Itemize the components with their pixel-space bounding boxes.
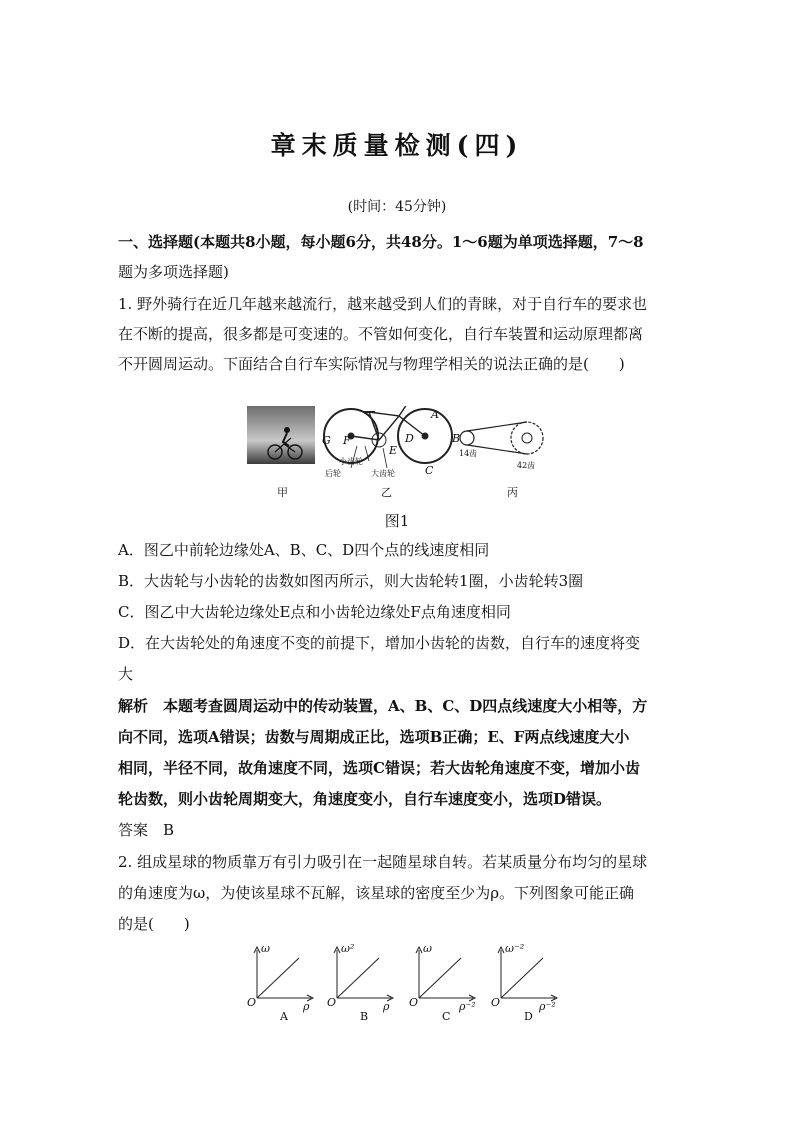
q1-line-1: 1. 野外骑行在近几年越来越流行，越来越受到人们的青睐，对于自行车的要求也 (118, 295, 648, 313)
sub-caption-yi: 乙 (381, 486, 392, 499)
analysis-line-4: 轮齿数，则小齿轮周期变大，角速度变小，自行车速度变小，选项D错误。 (118, 790, 612, 808)
graph-b-label: B (360, 1010, 369, 1023)
point-F: F (343, 434, 351, 447)
point-E: E (389, 444, 398, 457)
analysis-line-3: 相同，半径不同，故角速度不同，选项C错误；若大齿轮角速度不变，增加小齿 (118, 759, 640, 777)
section-heading-cont: 题为多项选择题) (118, 263, 229, 281)
option-b: B．大齿轮与小齿轮的齿数如图丙所示，则大齿轮转1圈，小齿轮转3圈 (118, 572, 584, 590)
page-title: 章末质量检测(四) (270, 131, 524, 160)
analysis-line-1: 解析 本题考查圆周运动中的传动装置，A、B、C、D四点线速度大小相等，方 (118, 697, 648, 715)
option-d: D．在大齿轮处的角速度不变的前提下，增加小齿轮的齿数，自行车的速度将变 (118, 634, 641, 652)
option-c: C．图乙中大齿轮边缘处E点和小齿轮边缘处F点角速度相同 (118, 603, 511, 621)
graph-a-label: A (280, 1010, 288, 1023)
time-note: (时间：45分钟) (347, 199, 447, 215)
graph-a-origin: O (247, 996, 257, 1009)
sub-caption-jia: 甲 (277, 486, 288, 499)
graph-b (325, 942, 395, 1023)
graph-a-ylabel: ω (261, 942, 270, 955)
answer: 答案 B (118, 821, 175, 839)
q1-line-3: 不开圆周运动。下面结合自行车实际情况与物理学相关的说法正确的是( ) (118, 355, 625, 373)
graph-c (407, 942, 477, 1023)
label-small-gear: 小齿轮 (339, 457, 363, 466)
point-G: G (322, 434, 331, 447)
option-d-cont: 大 (118, 665, 134, 683)
sub-caption-bing: 丙 (507, 486, 518, 499)
graph-b-ylabel: ω² (341, 942, 355, 955)
figure-caption: 图1 (384, 512, 410, 530)
photo-cyclist (247, 406, 315, 464)
graph-d-origin: O (491, 996, 501, 1009)
graph-c-label: C (442, 1010, 451, 1023)
point-D: D (405, 432, 414, 445)
graph-d (489, 942, 559, 1023)
q1-line-2: 在不断的提高，很多都是可变速的。不管如何变化，自行车装置和运动原理都离 (118, 325, 644, 343)
graph-c-xlabel: ρ⁻² (459, 1000, 476, 1013)
q2-graphs (245, 944, 565, 1024)
q2-line-2: 的角速度为ω，为使该星球不瓦解，该星球的密度至少为ρ。下列图象可能正确 (118, 884, 635, 902)
figure-1 (247, 406, 547, 500)
label-big-gear: 大齿轮 (371, 469, 395, 478)
q2-line-1: 2. 组成星球的物质靠万有引力吸引在一起随星球自转。若某质量分布均匀的星球 (118, 853, 648, 871)
label-14-teeth: 14齿 (459, 449, 478, 458)
q2-line-3: 的是( ) (118, 915, 190, 933)
point-C: C (425, 464, 434, 477)
option-a: A．图乙中前轮边缘处A、B、C、D四个点的线速度相同 (118, 541, 490, 559)
label-rear-wheel: 后轮 (325, 469, 341, 478)
graph-b-origin: O (327, 996, 337, 1009)
graph-d-xlabel: ρ⁻² (539, 1000, 556, 1013)
graph-c-ylabel: ω (423, 942, 432, 955)
graph-d-ylabel: ω⁻² (505, 942, 525, 955)
point-B: B (452, 432, 461, 445)
graph-a (245, 942, 315, 1023)
graph-a-xlabel: ρ (303, 1000, 310, 1013)
point-A: A (431, 408, 439, 421)
graph-b-xlabel: ρ (383, 1000, 390, 1013)
label-42-teeth: 42齿 (517, 461, 536, 470)
graph-d-label: D (524, 1010, 533, 1023)
graph-c-origin: O (409, 996, 419, 1009)
section-heading: 一、选择题(本题共8小题，每小题6分，共48分。1～6题为单项选择题，7～8 (118, 233, 644, 251)
analysis-line-2: 向不同，选项A错误；齿数与周期成正比，选项B正确；E、F两点线速度大小 (118, 728, 630, 746)
